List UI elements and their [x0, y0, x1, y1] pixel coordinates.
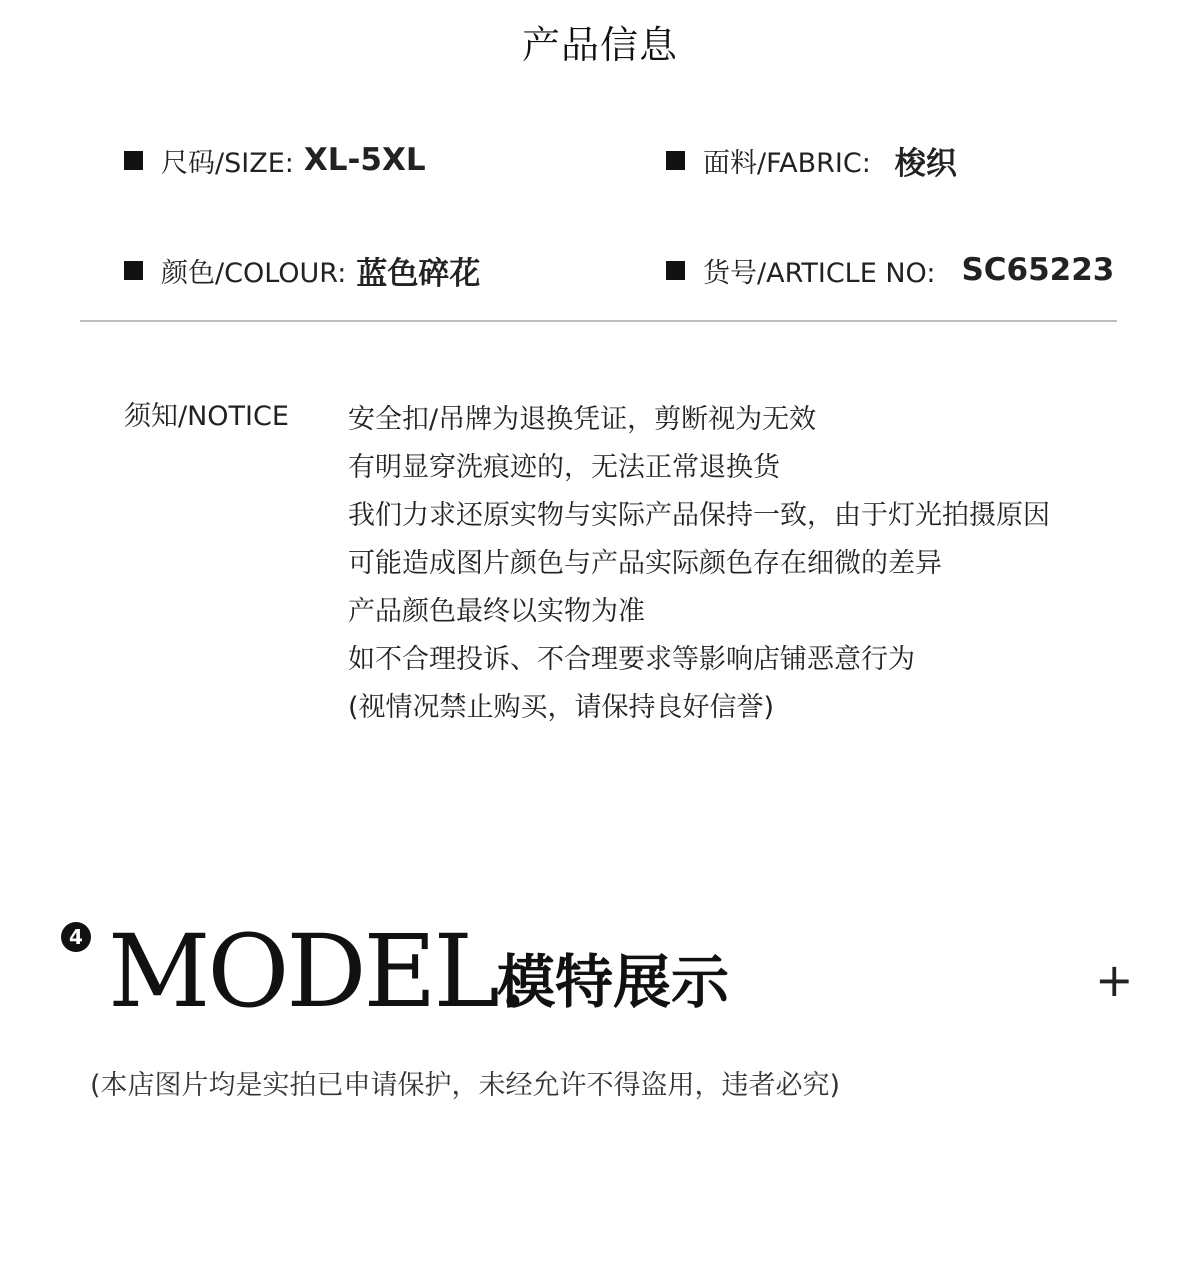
spec-fabric-value: 梭织 — [894, 145, 957, 182]
notice-line: 有明显穿洗痕迹的，无法正常退换货 — [348, 452, 780, 483]
notice-line: (视情况禁止购买，请保持良好信誉) — [348, 692, 775, 723]
spec-size-value: XL-5XL — [303, 142, 426, 178]
spec-fabric — [666, 138, 957, 182]
model-title-en: MODEL. — [108, 913, 526, 1030]
notice-line: 产品颜色最终以实物为准 — [348, 596, 645, 627]
bullet-square-icon — [124, 151, 143, 170]
spec-size — [124, 138, 426, 182]
spec-fabric-label: 面料/FABRIC: — [703, 147, 871, 179]
bullet-square-icon — [666, 261, 685, 280]
spec-colour — [124, 248, 480, 292]
section-title: 产品信息 — [521, 23, 678, 67]
bullet-square-icon — [666, 151, 685, 170]
bullet-square-icon — [124, 261, 143, 280]
notice-line: 我们力求还原实物与实际产品保持一致，由于灯光拍摄原因 — [348, 500, 1050, 531]
spec-size-label: 尺码/SIZE: — [161, 147, 294, 179]
notice-line: 如不合理投诉、不合理要求等影响店铺恶意行为 — [348, 644, 915, 675]
plus-icon: + — [1095, 953, 1134, 1007]
spec-article — [666, 248, 1114, 292]
notice-list — [348, 396, 1050, 732]
copyright-notice: (本店图片均是实拍已申请保护，未经允许不得盗用，违者必究) — [90, 1070, 841, 1101]
notice-line: 安全扣/吊牌为退换凭证，剪断视为无效 — [348, 404, 817, 435]
spec-article-label: 货号/ARTICLE NO: — [703, 257, 936, 289]
notice-label: 须知/NOTICE — [124, 401, 289, 432]
section-number-badge: 4 — [61, 922, 91, 952]
spec-colour-label: 颜色/COLOUR: — [161, 257, 347, 289]
model-title-cn: 模特展示 — [497, 948, 730, 1016]
spec-article-value: SC65223 — [961, 252, 1115, 288]
divider — [80, 320, 1117, 322]
spec-colour-value: 蓝色碎花 — [356, 255, 481, 292]
notice-line: 可能造成图片颜色与产品实际颜色存在细微的差异 — [348, 548, 942, 579]
